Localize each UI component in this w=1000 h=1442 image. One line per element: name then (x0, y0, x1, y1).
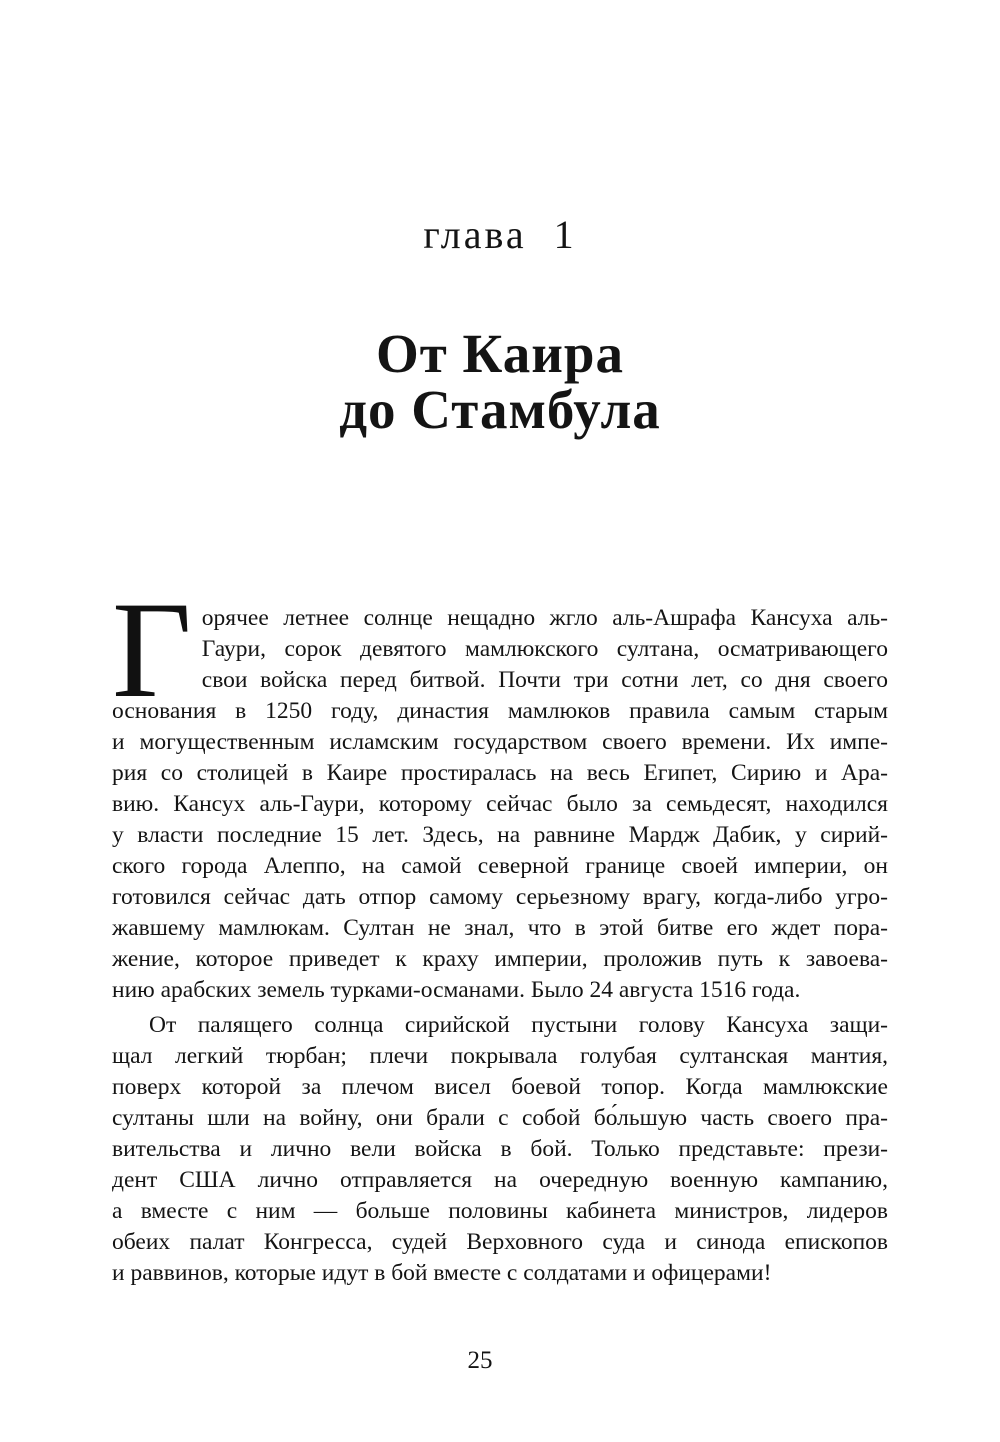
chapter-title-line-1: От Каира (376, 323, 624, 384)
text-line: султаны шли на войну, они брали с собой бо́льшую часть своего пра- (112, 1105, 888, 1131)
text-line: жавшему мамлюкам. Султан не знал, что в этой битве его ждет пора- (112, 915, 888, 941)
chapter-label: глава 1 (423, 212, 577, 257)
text-line: свои войска перед битвой. Почти три сотни лет, со дня своего (201, 667, 888, 693)
text-line: нию арабских земель турками-османами. Было 24 августа 1516 года. (112, 977, 801, 1003)
drop-cap: Г (112, 573, 192, 726)
chapter-title (0, 323, 1000, 440)
paragraph-1 (112, 573, 888, 1006)
text-line: а вместе с ним — больше половины кабинета министров, лидеров (112, 1198, 888, 1224)
text-line: и могущественным исламским государством своего времени. Их импе- (112, 729, 888, 755)
text-line: основания в 1250 году, династия мамлюков правила самым старым (112, 698, 888, 724)
text-line: у власти последние 15 лет. Здесь, на равнине Мардж Дабик, у сирий- (112, 822, 888, 848)
text-line: От палящего солнца сирийской пустыни голову Кансуха защи- (149, 1012, 888, 1038)
text-line: щал легкий тюрбан; плечи покрывала голубая султанская мантия, (112, 1043, 888, 1069)
body-text (112, 573, 888, 1289)
text-line: Гаури, сорок девятого мамлюкского султана, осматривающего (201, 636, 888, 662)
text-line: рия со столицей в Каире простиралась на весь Египет, Сирию и Ара- (112, 760, 888, 786)
text-line: ского города Алеппо, на самой северной границе своей империи, он (112, 853, 888, 879)
text-line: поверх которой за плечом висел боевой топор. Когда мамлюкские (112, 1074, 888, 1100)
text-line: дент США лично отправляется на очередную военную кампанию, (112, 1167, 888, 1193)
chapter-title-line-2: до Стамбула (339, 379, 661, 440)
text-line: вительства и лично вели войска в бой. Только представьте: прези- (112, 1136, 888, 1162)
text-line: вию. Кансух аль-Гаури, которому сейчас было за семьдесят, находился (112, 791, 888, 817)
text-line: готовился сейчас дать отпор самому серьезному врагу, когда-либо угро- (112, 884, 888, 910)
text-line: орячее летнее солнце нещадно жгло аль-Ашрафа Кансуха аль- (201, 605, 888, 631)
paragraph-2 (112, 1010, 888, 1289)
text-line: жение, которое приведет к краху империи, проложив путь к завоева- (112, 946, 888, 972)
page-number: 25 (467, 1347, 493, 1374)
text-line: обеих палат Конгресса, судей Верховного суда и синода епископов (112, 1229, 888, 1255)
text-line: и раввинов, которые идут в бой вместе с солдатами и офицерами! (112, 1260, 772, 1286)
